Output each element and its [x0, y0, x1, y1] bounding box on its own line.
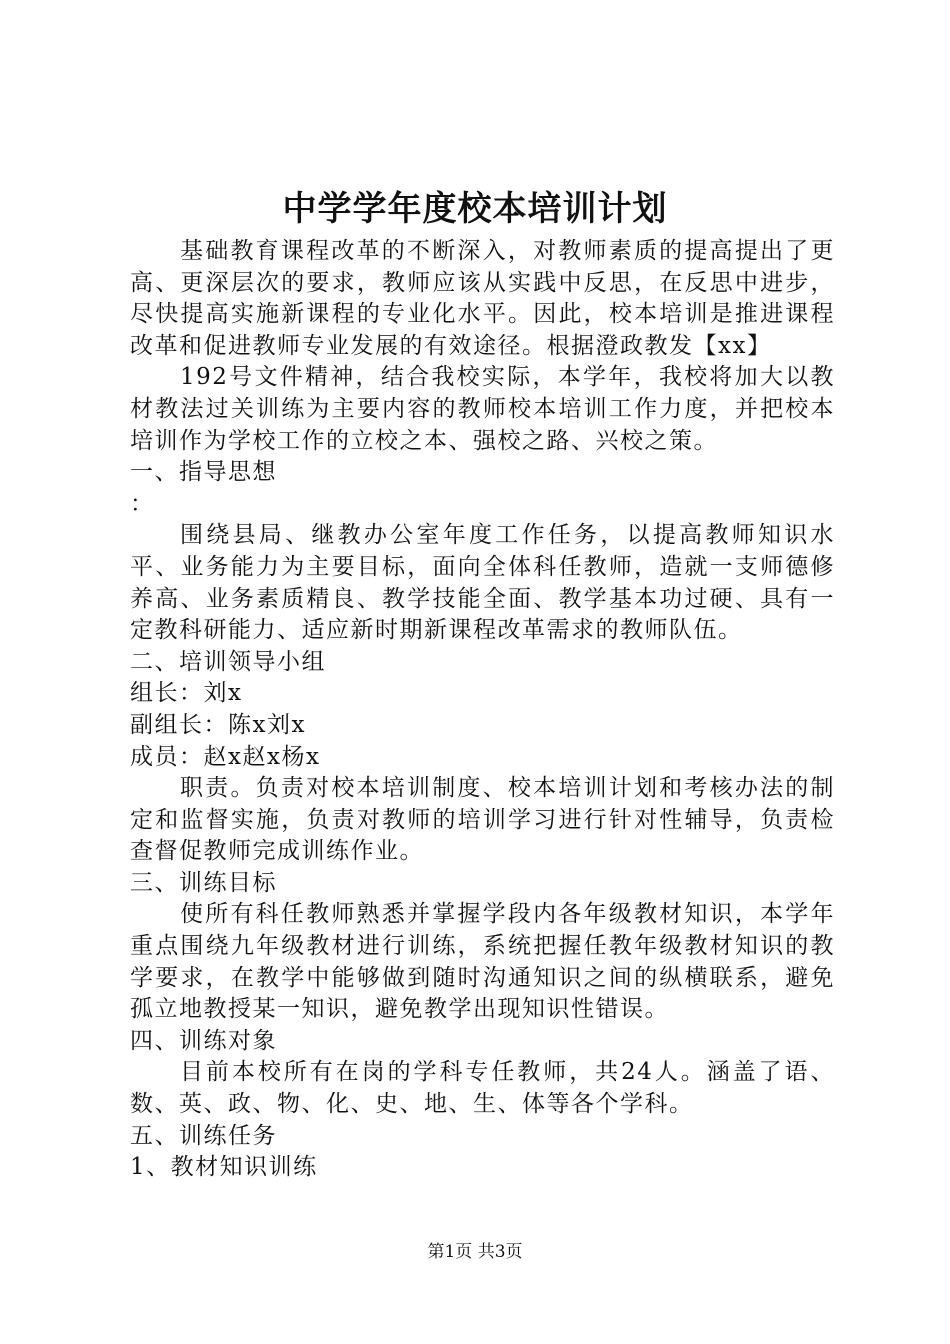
section-heading: 一、指导思想: [130, 459, 277, 486]
members-line: 成员：赵x赵x杨x: [130, 743, 321, 770]
training-goal-paragraph: 使所有科任教师熟悉并掌握学段内各年级教材知识，本学年重点围绕九年级教材进行训练，系统把握任教年级教材知识的教学要求，在教学中能够做到随时沟通知识之间的纵横联系，避免孤立地教授某一知识，避免教学出现知识性错误。: [130, 901, 835, 1023]
group-leader-line: 组长：刘x: [130, 680, 243, 707]
section-heading: 三、训练目标: [130, 869, 277, 896]
document-body: [130, 236, 835, 1184]
section-heading: 五、训练任务: [130, 1122, 277, 1149]
guiding-thought-paragraph: 围绕县局、继教办公室年度工作任务，以提高教师知识水平、业务能力为主要目标，面向全体科任教师，造就一支师德修养高、业务素质精良、教学技能全面、教学基本功过硬、具有一定教科研能力、适应新时期新课程改革需求的教师队伍。: [130, 522, 835, 644]
colon-line: ：: [130, 490, 155, 517]
section-heading: 四、训练对象: [130, 1027, 277, 1054]
duties-paragraph: 职责。负责对校本培训制度、校本培训计划和考核办法的制定和监督实施，负责对教师的培训学习进行针对性辅导，负责检查督促教师完成训练作业。: [130, 775, 835, 865]
training-target-paragraph: 目前本校所有在岗的学科专任教师，共24人。涵盖了语、数、英、政、物、化、史、地、生、体等各个学科。: [130, 1059, 835, 1118]
deputy-leader-line: 副组长：陈x刘x: [130, 711, 306, 738]
intro-paragraph: 基础教育课程改革的不断深入，对教师素质的提高提出了更高、更深层次的要求，教师应该从实践中反思，在反思中进步，尽快提高实施新课程的专业化水平。因此，校本培训是推进课程改革和促进教师专业发展的有效途径。根据澄政教发【xx】: [130, 238, 835, 359]
document-title: 中学学年度校本培训计划: [282, 189, 668, 229]
intro-paragraph-continued: 192号文件精神，结合我校实际，本学年，我校将加大以教材教法过关训练为主要内容的教师校本培训工作力度，并把校本培训作为学校工作的立校之本、强校之路、兴校之策。: [130, 364, 835, 454]
section-heading: 二、培训领导小组: [130, 648, 326, 675]
subsection-heading: 1、教材知识训练: [130, 1154, 318, 1181]
page-footer: 第1页 共3页: [427, 1242, 523, 1262]
